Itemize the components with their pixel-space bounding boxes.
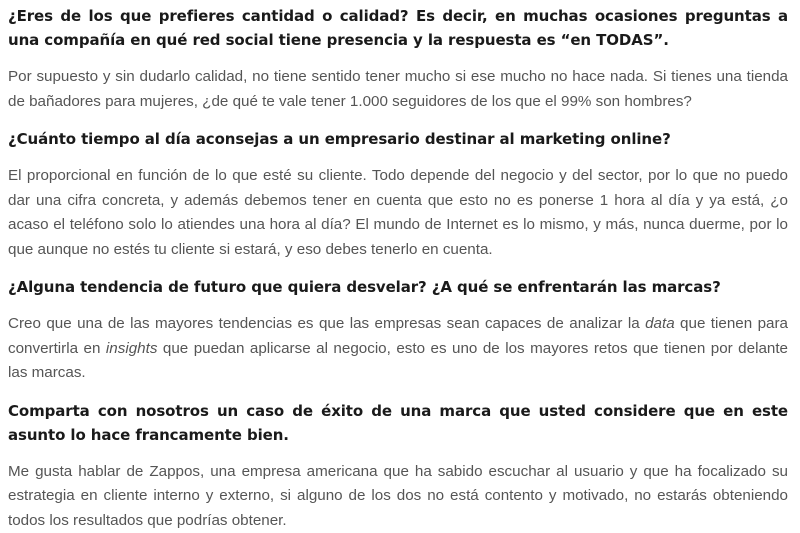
answer-4-text-2: , una empresa americana que ha sabido escuchar al usuario y que ha focalizado su estrategia en cliente interno y externo, si alguno de los dos no está contento y motivado, no estarás obteniendo todos los resultados que podrías obtener. [8, 463, 788, 529]
answer-3-insights-term: insights [106, 340, 158, 357]
question-4: Comparta con nosotros un caso de éxito de una marca que usted considere que en este asunto lo hace francamente bien. [8, 399, 788, 447]
answer-3 [8, 312, 788, 386]
question-3: ¿Alguna tendencia de futuro que quiera desvelar? ¿A qué se enfrentarán las marcas? [8, 275, 788, 299]
question-1: ¿Eres de los que prefieres cantidad o calidad? Es decir, en muchas ocasiones preguntas a una compañía en qué red social tiene presencia y la respuesta es “en TODAS”. [8, 4, 788, 52]
answer-3-text-2: que tienen para convertirla en [8, 315, 788, 357]
answer-1: Por supuesto y sin dudarlo calidad, no tiene sentido tener mucho si ese mucho no hace nada. Si tienes una tienda de bañadores para mujeres, ¿de qué te vale tener 1.000 seguidores de los que el 99% son hombres? [8, 65, 788, 114]
answer-3-text-3: que puedan aplicarse al negocio, esto es uno de los mayores retos que tienen por delante las marcas. [8, 340, 788, 382]
answer-4 [8, 460, 788, 533]
interview-article [8, 4, 788, 533]
answer-2: El proporcional en función de lo que esté su cliente. Todo depende del negocio y del sector, por lo que no puedo dar una cifra concreta, y además debemos tener en cuenta que esto no es ponerse 1 hora al día y ya está, ¿o acaso el teléfono solo lo atiendes una hora al día? El mundo de Internet es lo mismo, y más, nunca duerme, por lo que aunque no estés tu cliente si estará, y eso debes tenerlo en cuenta. [8, 164, 788, 262]
answer-3-data-term: data [645, 315, 675, 332]
answer-3-text-1: Creo que una de las mayores tendencias es que las empresas sean capaces de analizar la [8, 315, 645, 332]
question-2: ¿Cuánto tiempo al día aconsejas a un empresario destinar al marketing online? [8, 127, 788, 151]
zappos-link[interactable]: Zappos [149, 463, 200, 480]
answer-4-text-1: Me gusta hablar de [8, 463, 149, 480]
